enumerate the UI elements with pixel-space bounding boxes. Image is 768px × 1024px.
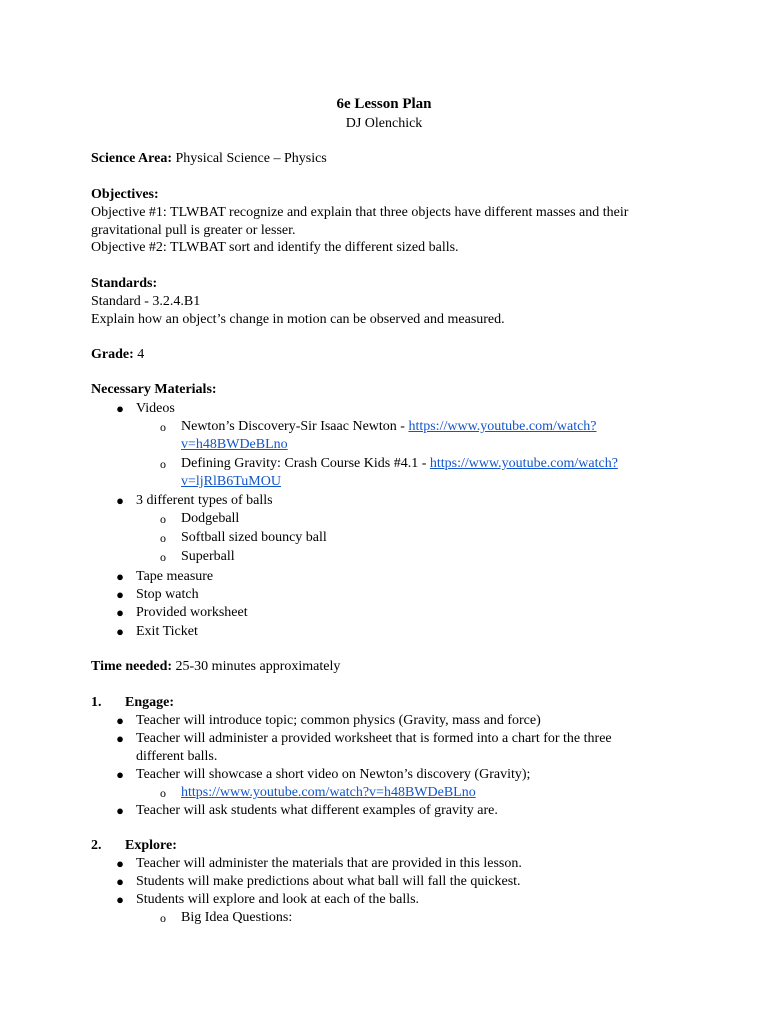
sub-bullet-icon: o	[160, 457, 166, 471]
bullet-icon: ●	[116, 624, 124, 639]
video-1-line	[181, 418, 597, 436]
sub-bullet-icon: o	[160, 786, 166, 800]
bullet-icon: ●	[116, 892, 124, 907]
engage-item-2: Teacher will administer a provided worksheet that is formed into a chart for the three	[136, 731, 612, 746]
bullet-icon: ●	[116, 731, 124, 746]
objective-1-continued: gravitational pull is greater or lesser.	[91, 223, 296, 238]
standards-heading: Standards:	[91, 276, 158, 291]
video-2-line	[181, 455, 618, 473]
explore-big-idea-questions: Big Idea Questions:	[181, 910, 293, 925]
video-2-link[interactable]: https://www.youtube.com/watch?	[429, 456, 618, 471]
bullet-icon: ●	[116, 767, 124, 782]
video-2-title: Defining Gravity: Crash Course Kids #4.1 -	[181, 456, 430, 471]
grade-value: 4	[133, 347, 145, 362]
video-1-title: Newton’s Discovery-Sir Isaac Newton -	[181, 419, 409, 434]
bullet-icon: ●	[116, 401, 124, 416]
bullet-icon: ●	[116, 874, 124, 889]
ball-softball: Softball sized bouncy ball	[181, 530, 327, 545]
sub-bullet-icon: o	[160, 911, 166, 925]
video-1-link-continued[interactable]: v=h48BWDeBLno	[181, 437, 288, 452]
bullet-icon: ●	[116, 856, 124, 871]
sub-bullet-icon: o	[160, 550, 166, 564]
video-1-link[interactable]: https://www.youtube.com/watch?	[408, 419, 597, 434]
explore-item-2: Students will make predictions about what ball will fall the quickest.	[136, 874, 521, 889]
materials-heading: Necessary Materials:	[91, 382, 217, 397]
science-area-label: Science Area:	[91, 151, 172, 166]
standard-code: Standard - 3.2.4.B1	[91, 294, 201, 309]
video-1-link-continued-line	[181, 436, 288, 454]
explore-heading: Explore:	[125, 838, 177, 853]
engage-item-1: Teacher will introduce topic; common physics (Gravity, mass and force)	[136, 713, 541, 728]
science-area-value: Physical Science – Physics	[172, 151, 327, 166]
engage-video-link[interactable]: https://www.youtube.com/watch?v=h48BWDeBLno	[181, 785, 476, 800]
materials-stop-watch: Stop watch	[136, 587, 199, 602]
bullet-icon: ●	[116, 587, 124, 602]
explore-item-1: Teacher will administer the materials that are provided in this lesson.	[136, 856, 522, 871]
materials-worksheet: Provided worksheet	[136, 605, 248, 620]
materials-videos: Videos	[136, 401, 175, 416]
objective-1: Objective #1: TLWBAT recognize and explain that three objects have different masses and their	[91, 205, 629, 220]
grade-line	[91, 346, 144, 364]
explore-item-3: Students will explore and look at each of the balls.	[136, 892, 420, 907]
ball-dodgeball: Dodgeball	[181, 511, 240, 526]
objectives-heading: Objectives:	[91, 187, 159, 202]
sub-bullet-icon: o	[160, 531, 166, 545]
engage-item-4: Teacher will ask students what different examples of gravity are.	[136, 803, 498, 818]
explore-number: 2.	[91, 838, 102, 853]
video-2-link-continued-line	[181, 473, 281, 491]
sub-bullet-icon: o	[160, 512, 166, 526]
ball-superball: Superball	[181, 549, 235, 564]
grade-label: Grade:	[91, 347, 134, 362]
engage-heading: Engage:	[125, 695, 174, 710]
sub-bullet-icon: o	[160, 420, 166, 434]
science-area-line	[91, 150, 327, 168]
standard-text: Explain how an object’s change in motion can be observed and measured.	[91, 312, 505, 327]
document-author: DJ Olenchick	[345, 116, 423, 131]
engage-item-3: Teacher will showcase a short video on Newton’s discovery (Gravity);	[136, 767, 531, 782]
bullet-icon: ●	[116, 803, 124, 818]
document-title: 6e Lesson Plan	[336, 96, 432, 112]
materials-exit-ticket: Exit Ticket	[136, 624, 198, 639]
time-needed-line	[91, 658, 340, 676]
materials-balls: 3 different types of balls	[136, 493, 273, 508]
engage-item-2-continued: different balls.	[136, 749, 218, 764]
engage-video-line	[181, 784, 476, 802]
video-2-link-continued[interactable]: v=ljRlB6TuMOU	[181, 474, 281, 489]
engage-number: 1.	[91, 695, 102, 710]
bullet-icon: ●	[116, 713, 124, 728]
time-needed-label: Time needed:	[91, 659, 173, 674]
objective-2: Objective #2: TLWBAT sort and identify the different sized balls.	[91, 240, 459, 255]
bullet-icon: ●	[116, 605, 124, 620]
bullet-icon: ●	[116, 569, 124, 584]
time-needed-value: 25-30 minutes approximately	[172, 659, 341, 674]
bullet-icon: ●	[116, 493, 124, 508]
materials-tape-measure: Tape measure	[136, 569, 214, 584]
